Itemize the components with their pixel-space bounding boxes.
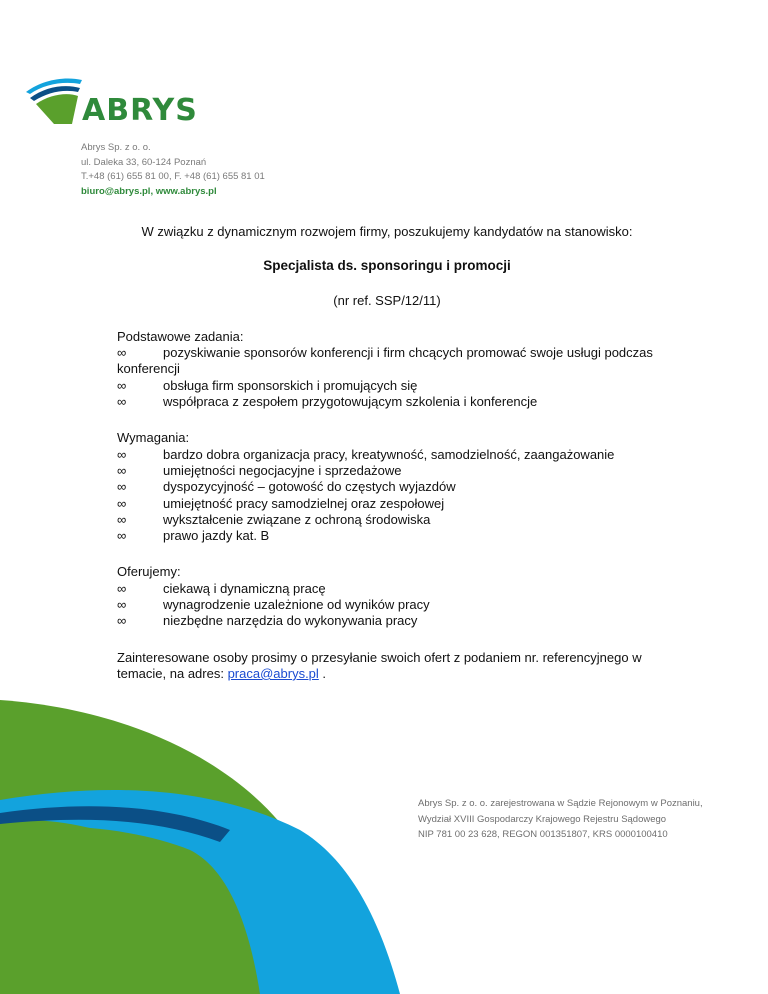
- bullet-icon: ∞: [117, 446, 127, 462]
- bullet-icon: ∞: [117, 462, 127, 478]
- footer-line: NIP 781 00 23 628, REGON 001351807, KRS 0000100410: [418, 829, 668, 840]
- list-item: ∞ umiejętność pracy samodzielnej oraz zespołowej: [117, 495, 445, 511]
- list-item: ∞ pozyskiwanie sponsorów konferencji i firm chcących promować swoje usługi podczas konferencji: [117, 345, 653, 377]
- bullet-icon: ∞: [117, 528, 127, 544]
- list-item: ∞ wynagrodzenie uzależnione od wyników pracy: [117, 597, 430, 613]
- bullet-icon: ∞: [117, 345, 127, 361]
- section-offer: [117, 564, 657, 629]
- bullet-icon: ∞: [117, 511, 127, 527]
- footer-line: Wydział XVIII Gospodarczy Krajowego Rejestru Sądowego: [418, 813, 667, 825]
- list-item: ∞ prawo jazdy kat. B: [117, 528, 270, 544]
- bullet-icon: ∞: [117, 613, 127, 629]
- list-item: ∞ ciekawą i dynamiczną pracę: [117, 580, 326, 596]
- list-item: ∞ niezbędne narzędzia do wykonywania pracy: [117, 613, 418, 629]
- list-item: ∞ wykształcenie związane z ochroną środowiska: [117, 511, 431, 527]
- job-title: Specjalista ds. sponsoringu i promocji: [263, 258, 511, 274]
- list-item: ∞ dyspozycyjność – gotowość do częstych wyjazdów: [117, 479, 456, 495]
- company-info: [81, 141, 265, 199]
- list-item: ∞ bardzo dobra organizacja pracy, kreatywność, samodzielność, zaangażowanie: [117, 446, 615, 462]
- list-item: ∞ współpraca z zespołem przygotowującym szkolenia i konferencje: [117, 394, 538, 410]
- list-item: ∞ umiejętności negocjacyjne i sprzedażowe: [117, 462, 402, 478]
- email-link[interactable]: praca@abrys.pl: [227, 665, 319, 681]
- footer-line: Abrys Sp. z o. o. zarejestrowana w Sądzie Rejonowym w Poznaniu,: [418, 798, 703, 809]
- company-contact: biuro@abrys.pl, www.abrys.pl: [81, 185, 217, 197]
- list-item: ∞ obsługa firm sponsorskich i promujących się: [117, 377, 418, 393]
- bullet-icon: ∞: [117, 377, 127, 393]
- footer-legal: [418, 796, 703, 843]
- intro-text: W związku z dynamicznym rozwojem firmy, poszukujemy kandydatów na stanowisko:: [141, 224, 633, 239]
- company-name: Abrys Sp. z o. o.: [81, 142, 151, 153]
- job-offer-content: [117, 224, 657, 682]
- reference-number: (nr ref. SSP/12/11): [333, 292, 441, 308]
- logo-text: ABRYS: [82, 93, 198, 128]
- section-tasks: [117, 329, 657, 410]
- bullet-icon: ∞: [117, 495, 127, 511]
- decorative-waves: [0, 700, 768, 994]
- bullet-icon: ∞: [117, 580, 127, 596]
- bullet-icon: ∞: [117, 597, 127, 613]
- section-heading: Podstawowe zadania:: [117, 328, 244, 344]
- section-requirements: [117, 430, 657, 544]
- company-logo: [24, 72, 224, 128]
- bullet-icon: ∞: [117, 479, 127, 495]
- logo-swoosh-icon: [24, 72, 84, 128]
- closing-text: Zainteresowane osoby prosimy o przesyłanie swoich ofert z podaniem nr. referencyjnego w temacie, na adres:: [117, 649, 642, 681]
- closing-after: .: [318, 665, 327, 681]
- company-address: ul. Daleka 33, 60-124 Poznań: [81, 156, 207, 168]
- section-heading: Oferujemy:: [117, 564, 181, 580]
- bullet-icon: ∞: [117, 394, 127, 410]
- company-phones: T.+48 (61) 655 81 00, F. +48 (61) 655 81 01: [81, 171, 265, 182]
- closing-paragraph: [117, 650, 657, 683]
- section-heading: Wymagania:: [117, 430, 190, 446]
